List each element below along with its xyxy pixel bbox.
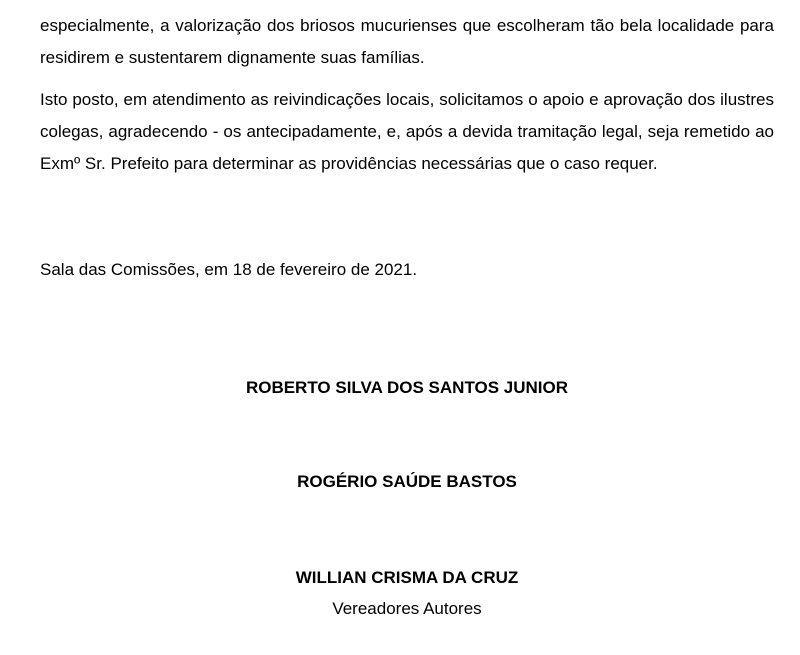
signatory-name-1: ROBERTO SILVA DOS SANTOS JUNIOR bbox=[245, 378, 569, 397]
date-line: Sala das Comissões, em 18 de fevereiro de 2021. bbox=[40, 260, 418, 279]
signatory-role: Vereadores Autores bbox=[332, 599, 482, 618]
signatory-name-3: WILLIAN CRISMA DA CRUZ bbox=[295, 568, 519, 587]
signatory-name-2: ROGÉRIO SAÚDE BASTOS bbox=[297, 472, 517, 491]
body-paragraph-2: Isto posto, em atendimento as reivindicações locais, solicitamos o apoio e aprovação dos ilustres colegas, agradecendo - os antecipadamente, e, após a devida tramitação legal, seja remetido ao Exmº Sr. Prefeito para determinar as providências necessárias que o caso requer. bbox=[40, 90, 774, 173]
body-paragraph-1: especialmente, a valorização dos briosos mucurienses que escolheram tão bela localidade para residirem e sustentarem dignamente suas famílias. bbox=[40, 16, 774, 67]
document-page bbox=[40, 0, 774, 655]
